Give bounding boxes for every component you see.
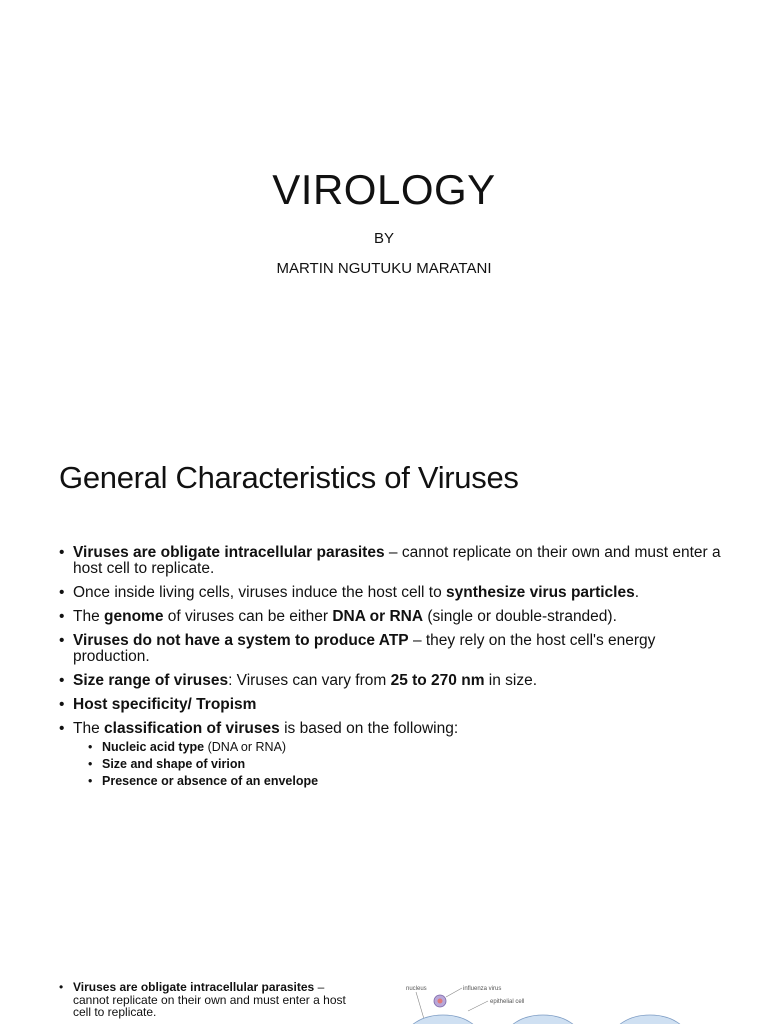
label-leader <box>446 988 462 997</box>
sub-bullet-list <box>73 740 729 789</box>
nucleus-label: nucleus <box>406 986 427 992</box>
sub-list-item: • Presence or absence of an envelope <box>88 774 729 789</box>
list-item: • Once inside living cells, viruses induce the host cell to synthesize virus particles. <box>59 585 729 601</box>
list-item: • Size range of viruses: Viruses can vary from 25 to 270 nm in size. <box>59 673 729 689</box>
epithelial-cell-shape <box>612 1015 688 1024</box>
virus-core-icon <box>438 999 443 1004</box>
characteristics-slide <box>0 420 768 955</box>
epithelial-cell-shape <box>505 1015 581 1024</box>
parasites-slide <box>0 955 768 1024</box>
bullet-list <box>59 545 729 797</box>
sub-list-item: • Nucleic acid type (DNA or RNA) <box>88 740 729 755</box>
bullet-list <box>59 981 359 1019</box>
slide-title: VIROLOGY <box>272 166 496 213</box>
cell-label: epithelial cell <box>490 999 525 1005</box>
list-item: • The genome of viruses can be either DNA or RNA (single or double-stranded). <box>59 609 729 625</box>
virus-label: influenza virus <box>463 986 502 992</box>
list-item: • The classification of viruses is based on the following: • Nucleic acid type (DNA or RNA) • Size and shape of virion • Presence or absence of an envelope <box>59 721 729 789</box>
by-label: BY <box>373 230 394 247</box>
epithelial-cell-shape <box>405 1015 481 1024</box>
list-item: • Host specificity/ Tropism <box>59 697 729 713</box>
slide-heading: General Characteristics of Viruses <box>59 460 519 495</box>
label-leader <box>416 992 424 1019</box>
label-leader <box>468 1001 488 1011</box>
title-slide <box>0 0 768 420</box>
list-item: • Viruses are obligate intracellular parasites – cannot replicate on their own and must enter a host cell to replicate. <box>59 981 359 1019</box>
list-item: • Viruses are obligate intracellular parasites – cannot replicate on their own and must enter a host cell to replicate. <box>59 545 729 577</box>
author-name: MARTIN NGUTUKU MARATANI <box>276 260 492 277</box>
sub-list-item: • Size and shape of virion <box>88 757 729 772</box>
list-item: • Viruses do not have a system to produce ATP – they rely on the host cell's energy production. <box>59 633 729 665</box>
virus-infection-diagram <box>398 981 698 1024</box>
